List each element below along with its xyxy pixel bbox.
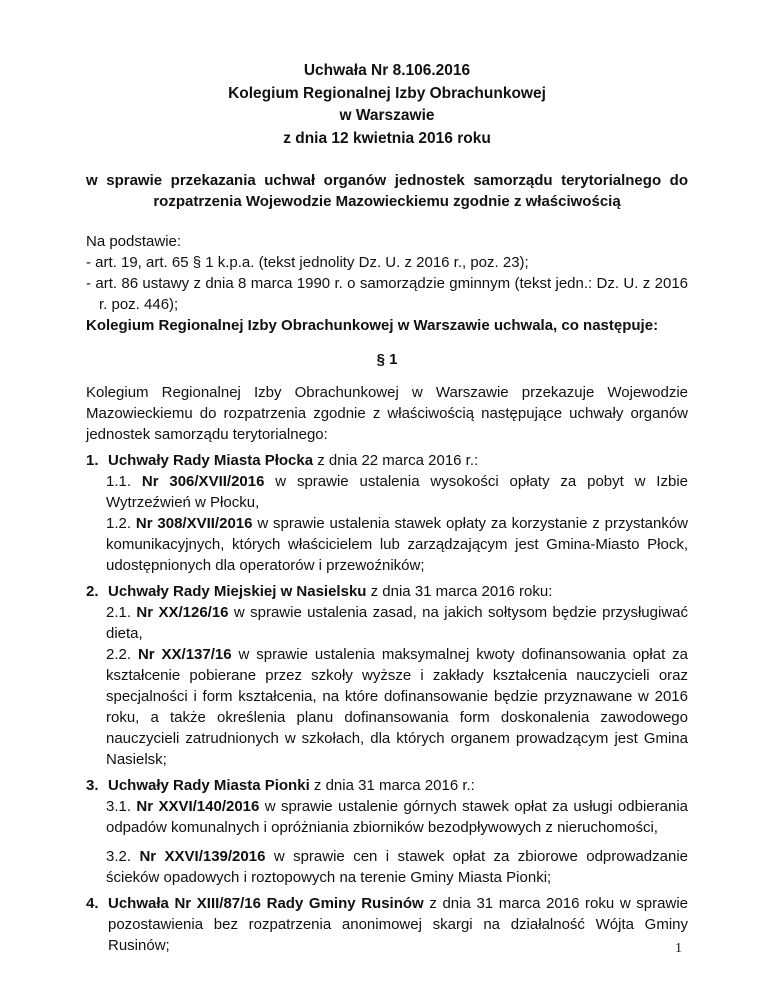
item-heading-rest: z dnia 22 marca 2016 r.: bbox=[313, 452, 479, 469]
list-item bbox=[86, 450, 688, 576]
list-item bbox=[86, 775, 688, 888]
item-heading: Uchwały Rady Miasta Płocka bbox=[108, 452, 314, 469]
sub-item: 1.2. Nr 308/XVII/2016 w sprawie ustalenia stawek opłaty za korzystanie z przystanków komunikacyjnych, których właścicielem lub zarządzającym jest Gmina-Miasto Płock, udostępnionych dla operatorów i przewoźników; bbox=[106, 515, 688, 574]
item-heading: Uchwały Rady Miejskiej w Nasielsku bbox=[108, 583, 367, 600]
item-heading: Uchwały Rady Miasta Pionki bbox=[108, 777, 310, 794]
basis-intro: Na podstawie: bbox=[86, 233, 182, 250]
item-heading: Uchwała Nr XIII/87/16 Rady Gminy Rusinów bbox=[108, 895, 424, 912]
title-line-4: z dnia 12 kwietnia 2016 roku bbox=[283, 129, 491, 147]
resolutions-list bbox=[86, 450, 688, 956]
sub-item: 2.2. Nr XX/137/16 w sprawie ustalenia maksymalnej kwoty dofinansowania opłat za kształcenie pobierane przez szkoły wyższe i zakłady kształcenia nauczycieli oraz specjalności i form kształcenia, na które dofinansowanie będzie przyznawane w 2016 roku, a także określenia planu dofinansowania form doskonalenia zawodowego nauczycieli zatrudnionych w szkołach, dla których organem prowadzącym jest Gmina Nasielsk; bbox=[106, 646, 689, 768]
list-item bbox=[86, 581, 688, 770]
document-title bbox=[86, 60, 688, 150]
item-heading-rest: z dnia 31 marca 2016 roku w sprawie pozostawienia bez rozpatrzenia anonimowej skargi na działalność Wójta Gminy Rusinów; bbox=[108, 895, 688, 954]
item-heading-rest: z dnia 31 marca 2016 roku: bbox=[366, 583, 553, 600]
resolution-id: Nr 306/XVII/2016 bbox=[141, 473, 265, 490]
item-number: 1. bbox=[86, 452, 99, 469]
title-line-1: Uchwała Nr 8.106.2016 bbox=[303, 62, 471, 79]
sub-item: 1.1. Nr 306/XVII/2016 w sprawie ustalenia wysokości opłaty za pobyt w Izbie Wytrzeźwień w Płocku, bbox=[106, 473, 688, 511]
resolution-id: Nr XX/137/16 bbox=[137, 646, 232, 663]
title-line-2: Kolegium Regionalnej Izby Obrachunkowej bbox=[228, 84, 546, 102]
item-heading-rest: z dnia 31 marca 2016 r.: bbox=[309, 777, 475, 794]
resolution-id: Nr 308/XVII/2016 bbox=[135, 515, 253, 532]
section-text: Kolegium Regionalnej Izby Obrachunkowej w Warszawie przekazuje Wojewodzie Mazowieckiemu do rozpatrzenia zgodnie z właściwością następujące uchwały organów jednostek samorządu terytorialnego: bbox=[86, 384, 688, 443]
item-number: 3. bbox=[86, 777, 99, 794]
item-number: 2. bbox=[86, 583, 99, 600]
sub-item: 3.2. Nr XXVI/139/2016 w sprawie cen i stawek opłat za zbiorowe odprowadzanie ścieków opadowych i roztopowych na terenie Gminy Miasta Pionki; bbox=[106, 848, 688, 886]
document-page bbox=[86, 60, 688, 956]
resolution-id: Nr XX/126/16 bbox=[136, 604, 229, 621]
list-item bbox=[86, 893, 688, 956]
subject: w sprawie przekazania uchwał organów jednostek samorządu terytorialnego do rozpatrzenia Wojewodzie Mazowieckiemu zgodnie z właściwością bbox=[86, 172, 688, 210]
basis-resolves: Kolegium Regionalnej Izby Obrachunkowej w Warszawie uchwala, co następuje: bbox=[86, 317, 659, 334]
legal-basis bbox=[86, 231, 688, 336]
title-line-3: w Warszawie bbox=[339, 107, 435, 124]
sub-item: 2.1. Nr XX/126/16 w sprawie ustalenia zasad, na jakich sołtysom będzie przysługiwać dieta, bbox=[106, 604, 688, 642]
section-sign: § 1 bbox=[376, 351, 398, 368]
item-number: 4. bbox=[86, 895, 99, 912]
basis-item-2: - art. 86 ustawy z dnia 8 marca 1990 r. o samorządzie gminnym (tekst jedn.: Dz. U. z 2016 r. poz. 446); bbox=[86, 275, 688, 313]
resolution-id: Nr XXVI/140/2016 bbox=[136, 798, 260, 815]
sub-item: 3.1. Nr XXVI/140/2016 w sprawie ustalenie górnych stawek opłat za usługi odbierania odpadów komunalnych i opróżniania zbiorników bezodpływowych z nieruchomości, bbox=[106, 798, 688, 836]
resolution-id: Nr XXVI/139/2016 bbox=[139, 848, 266, 865]
basis-item-1: - art. 19, art. 65 § 1 k.p.a. (tekst jednolity Dz. U. z 2016 r., poz. 23); bbox=[86, 254, 529, 271]
page-number: 1 bbox=[675, 941, 682, 956]
